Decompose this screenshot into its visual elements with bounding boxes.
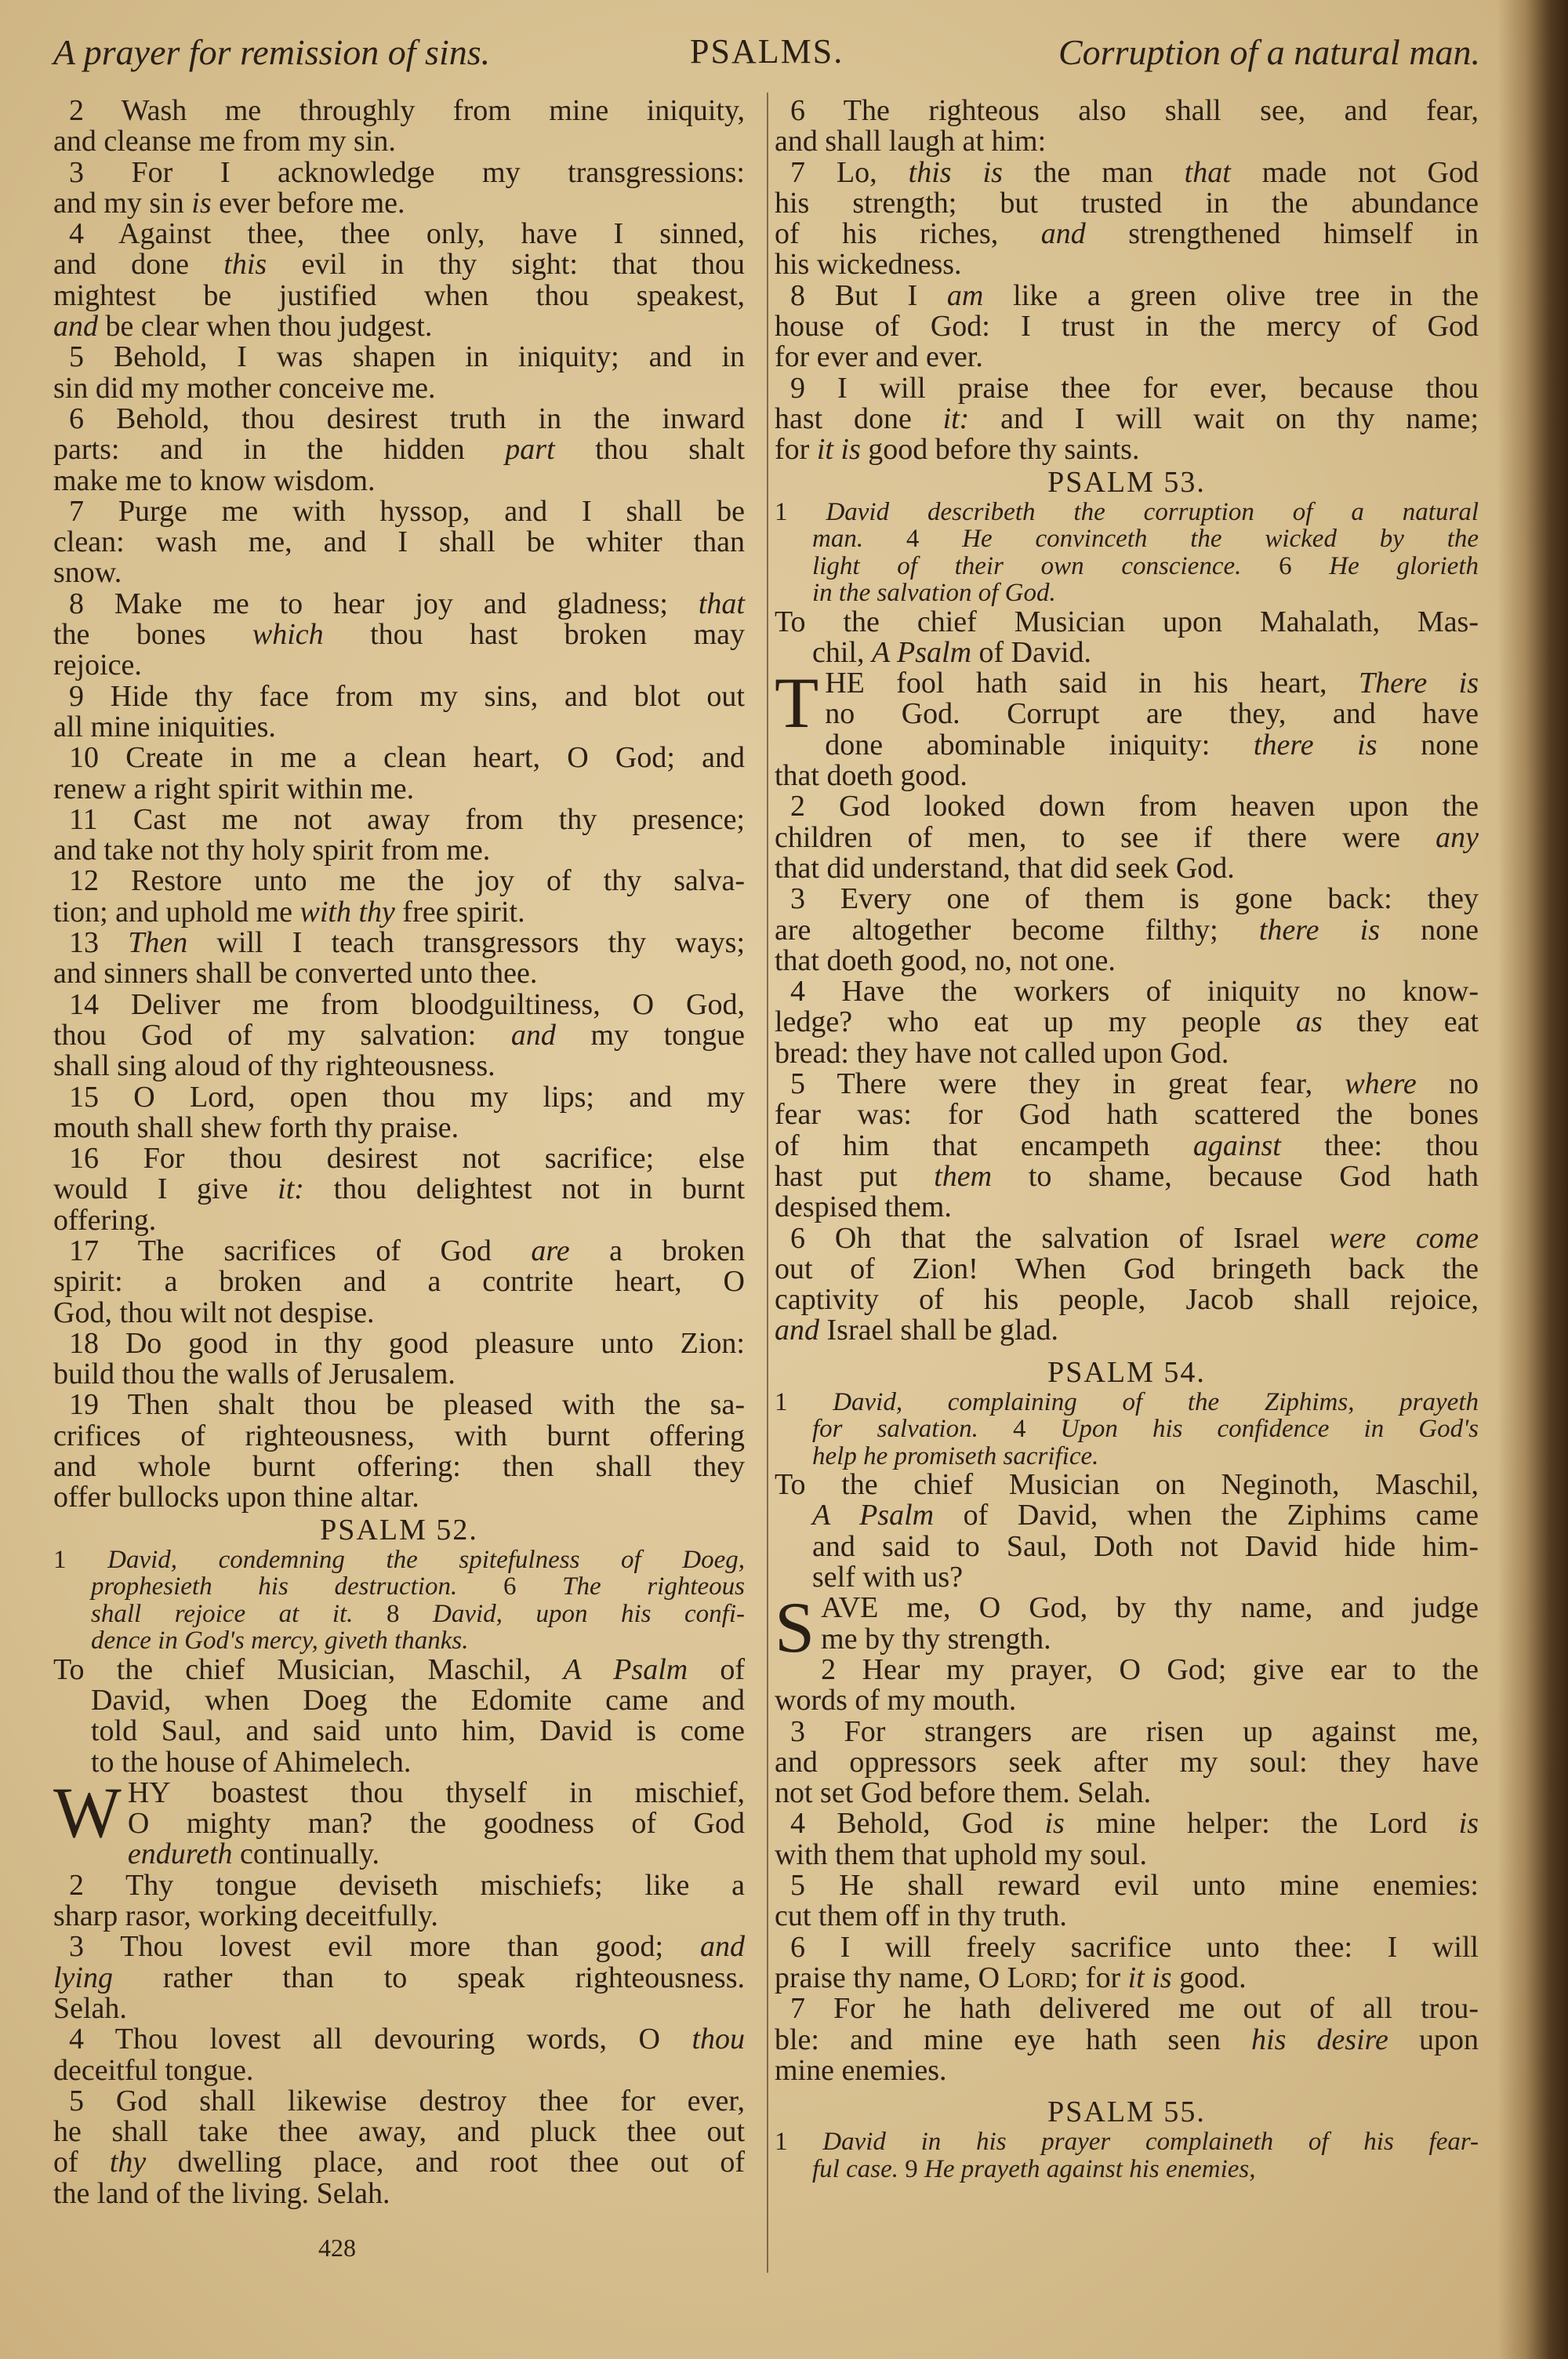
text-line: To the chief Musician, Maschil, A Psalm of [53, 1652, 746, 1686]
text-line: 8 Make me to hear joy and gladness; that [69, 587, 745, 620]
right-column [775, 96, 1479, 2183]
text-line: ble: and mine eye hath seen his desire upon [775, 2023, 1479, 2056]
verse [775, 155, 1479, 282]
verse [53, 1390, 745, 1513]
italic-text: He convinceth the wicked by the [962, 525, 1479, 554]
text-line: 3 For I acknowledge my transgressions: [69, 155, 745, 189]
text-line: 6 Oh that the salvation of Israel were come [790, 1221, 1479, 1255]
text-line: told Saul, and said unto him, David is come [91, 1714, 745, 1748]
text-line: 4 Have the workers of iniquity no know- [790, 975, 1479, 1009]
drop-cap-letter: S [775, 1587, 815, 1668]
verse [53, 1932, 745, 2024]
text-line: and my sin is ever before me. [53, 186, 405, 220]
text-line [775, 2128, 1479, 2156]
text-line: To the chief Musician upon Mahalath, Mas- [775, 605, 1479, 638]
text-line: despised them. [775, 1190, 952, 1224]
psalm-summary [775, 2128, 1479, 2183]
text-line: and be clear when thou judgest. [53, 310, 433, 343]
italic-text: were come [1329, 1221, 1479, 1255]
verse [53, 1870, 745, 1932]
text-line: 5 He shall reward evil unto mine enemies: [790, 1869, 1479, 1903]
text-line [775, 525, 1479, 553]
psalm-heading: PSALM 54. [1047, 1355, 1206, 1389]
italic-text: endureth [127, 1837, 233, 1871]
verse [53, 2086, 745, 2209]
verse [53, 866, 745, 928]
text-line: chil, A Psalm of David. [812, 635, 1092, 669]
text-line: snow. [53, 556, 122, 590]
text-line: that did understand, that did seek God. [775, 851, 1235, 885]
text-line: 6 I will freely sacrifice unto thee: I will [790, 1930, 1479, 1964]
text-line: 5 There were they in great fear, where no [790, 1067, 1479, 1101]
italic-text: prophesieth his destruction. [91, 1572, 458, 1601]
header-right: Corruption of a natural man. [1058, 32, 1480, 72]
italic-text: against [1192, 1129, 1281, 1162]
verse-ref-number: 1 [775, 2128, 788, 2157]
verse [53, 404, 745, 496]
text-line [775, 2156, 1479, 2183]
text-line: for it is good before thy saints. [775, 433, 1140, 467]
text-line: HY boastest thou thyself in mischief, [127, 1776, 745, 1809]
column-divider [767, 93, 768, 2273]
text-line [53, 1627, 745, 1655]
text-line: captivity of his people, Jacob shall rejoice, [775, 1283, 1479, 1317]
text-line: me by thy strength. [821, 1622, 1051, 1656]
text-line: 9 I will praise thee for ever, because thou [790, 371, 1479, 405]
text-line: 2 God looked down from heaven upon the [790, 790, 1479, 823]
verse [53, 679, 745, 743]
psalm-superscription [775, 1470, 1479, 1593]
text-line: build thou the walls of Jerusalem. [53, 1358, 456, 1391]
text-line [775, 553, 1479, 580]
verse-ref-number: 8 [386, 1599, 400, 1628]
italic-text: A Psalm [563, 1652, 688, 1686]
verse [53, 743, 745, 805]
text-line: 13 Then will I teach transgressors thy ways; [69, 926, 746, 960]
text-line: no God. Corrupt are they, and have [825, 697, 1479, 731]
text-line: 14 Deliver me from bloodguiltiness, O God, [69, 987, 745, 1021]
verse [775, 1652, 1479, 1717]
verse [775, 1223, 1479, 1347]
text-line: children of men, to see if there were any [775, 820, 1479, 854]
text-line: would I give it: thou delightest not in burnt [53, 1172, 745, 1206]
italic-text: A Psalm [812, 1499, 935, 1532]
text-line: of his riches, and strengthened himself in [775, 217, 1479, 251]
italic-text: it: [278, 1172, 304, 1206]
text-line: offering. [53, 1203, 157, 1237]
text-line: self with us? [812, 1561, 964, 1594]
text-line: God, thou wilt not despise. [53, 1296, 375, 1329]
text-line: and whole burnt offering: then shall they [53, 1450, 745, 1484]
text-line: offer bullocks upon thine altar. [53, 1481, 419, 1514]
italic-text: is [1458, 1807, 1479, 1841]
text-line: 15 O Lord, open thou my lips; and my [69, 1080, 745, 1114]
verse-ref-number: 1 [775, 1387, 788, 1416]
text-line: he shall take thee away, and pluck thee out [53, 2115, 745, 2149]
italic-text: A Psalm [871, 635, 972, 669]
opening-verse [775, 1587, 1479, 1668]
text-line: bread: they have not called upon God. [775, 1036, 1229, 1070]
italic-text: lying [53, 1961, 113, 1994]
text-line [53, 1573, 745, 1601]
verse [53, 1082, 745, 1144]
verse [775, 96, 1479, 158]
italic-text: shall rejoice at it. [91, 1599, 354, 1628]
italic-text: it: [942, 402, 970, 435]
verse [775, 1714, 1479, 1810]
italic-text: is [191, 186, 212, 220]
verse [53, 928, 745, 990]
psalm-summary [775, 1389, 1479, 1470]
italic-text: in the salvation of God. [812, 579, 1056, 608]
psalm-superscription [775, 607, 1479, 669]
verse [53, 342, 745, 404]
verse-ref-number: 9 [905, 2154, 918, 2183]
italic-text: and [775, 1314, 819, 1347]
drop-cap-letter: T [775, 663, 819, 743]
text-line: parts: and in the hidden part thou shalt [53, 433, 745, 467]
text-line: and cleanse me from my sin. [53, 125, 396, 158]
text-line [53, 1547, 745, 1574]
italic-text: with thy [299, 895, 395, 929]
italic-text: thy [109, 2146, 147, 2179]
text-line: 3 Thou lovest evil more than good; and [69, 1930, 745, 1964]
italic-text: his desire [1251, 2023, 1388, 2056]
text-line: clean: wash me, and I shall be whiter than [53, 525, 745, 559]
text-line: Selah. [53, 1991, 127, 2025]
psalm-summary [53, 1547, 745, 1655]
text-line: shall sing aloud of thy righteousness. [53, 1049, 495, 1083]
text-line: spirit: a broken and a contrite heart, O [53, 1265, 745, 1299]
text-line [775, 1443, 1479, 1470]
italic-text: them [934, 1159, 993, 1193]
italic-text: there is [1258, 913, 1380, 947]
text-line: his wickedness. [775, 248, 962, 282]
verse [53, 987, 745, 1083]
verse [775, 884, 1479, 976]
text-line: 10 Create in me a clean heart, O God; and [69, 741, 745, 775]
text-line: done abominable iniquity: there is none [825, 728, 1479, 761]
text-line: of him that encampeth against thee: thou [775, 1129, 1479, 1162]
verse [53, 589, 745, 682]
text-line [53, 1601, 745, 1628]
verse [53, 96, 745, 158]
text-line: that doeth good, no, not one. [775, 943, 1116, 977]
text-line: and sinners shall be converted unto thee. [53, 957, 538, 990]
verse [53, 2024, 745, 2086]
text-line: are altogether become filthy; there is none [775, 913, 1479, 947]
verse-ref-number: 1 [775, 497, 788, 526]
text-line: for ever and ever. [775, 340, 983, 374]
psalm-heading: PSALM 55. [1047, 2095, 1206, 2129]
verse [53, 1326, 745, 1391]
text-line: 4 Behold, God is mine helper: the Lord is [790, 1807, 1479, 1841]
text-line [775, 1416, 1479, 1443]
header-left: A prayer for remission of sins. [53, 32, 491, 72]
text-line [775, 499, 1479, 526]
text-line: and shall laugh at him: [775, 125, 1047, 158]
verse [775, 791, 1479, 884]
verse [775, 1808, 1479, 1870]
italic-text: this is [908, 155, 1003, 189]
verse [53, 1143, 745, 1236]
text-line: 7 Purge me with hyssop, and I shall be [69, 494, 745, 528]
verse [775, 1932, 1479, 1994]
text-line: to the house of Ahimelech. [91, 1745, 412, 1779]
text-line: 2 Wash me throughly from mine iniquity, [69, 94, 745, 127]
italic-text: David, condemning the spitefulness of Doeg, [107, 1545, 746, 1574]
text-line: tion; and uphold me with thy free spirit. [53, 895, 525, 929]
left-column [53, 96, 745, 2209]
page-number: 428 [318, 2234, 356, 2262]
text-line: 7 For he hath delivered me out of all trou- [790, 1992, 1479, 2026]
text-line: 3 Every one of them is gone back: they [790, 882, 1479, 916]
verse [53, 802, 745, 867]
italic-text: light of their own conscience. [812, 551, 1242, 580]
verse-ref-number: 6 [1279, 551, 1292, 580]
text-line: lying rather than to speak righteousness. [53, 1961, 745, 1994]
verse-ref-number: 4 [1012, 1415, 1026, 1444]
text-line: 3 For strangers are risen up against me, [790, 1714, 1479, 1748]
italic-text: man. [812, 525, 864, 554]
text-line: 2 Thy tongue deviseth mischiefs; like a [69, 1868, 745, 1902]
text-line: and said to Saul, Doth not David hide him- [812, 1529, 1479, 1563]
italic-text: David in his prayer complaineth of his fear- [822, 2128, 1479, 2157]
italic-text: any [1436, 820, 1479, 854]
text-line: A Psalm of David, when the Ziphims came [812, 1499, 1479, 1532]
italic-text: it is [816, 433, 861, 467]
italic-text: for salvation. [812, 1415, 978, 1444]
italic-text: The righteous [562, 1572, 746, 1601]
text-line: 17 The sacrifices of God are a broken [69, 1234, 746, 1267]
italic-text: David, complaining of the Ziphims, prayeth [833, 1387, 1479, 1416]
text-line: David, when Doeg the Edomite came and [91, 1683, 745, 1717]
italic-text: Upon his confidence in God's [1060, 1415, 1479, 1444]
italic-text: are [531, 1234, 570, 1267]
text-line: words of my mouth. [775, 1684, 1017, 1717]
opening-verse [53, 1772, 745, 1871]
text-line: and oppressors seek after my soul: they have [775, 1745, 1479, 1779]
italic-text: and [1040, 217, 1086, 251]
text-line: 5 Behold, I was shapen in iniquity; and in [69, 340, 745, 374]
text-line: 19 Then shalt thou be pleased with the sa- [69, 1388, 745, 1422]
italic-text: David describeth the corruption of a natural [826, 497, 1479, 526]
verse-ref-number: 4 [906, 525, 920, 554]
text-line [775, 580, 1479, 607]
text-line: out of Zion! When God bringeth back the [775, 1252, 1479, 1285]
italic-text: Then [128, 926, 188, 960]
italic-text: ful case. [812, 2154, 898, 2183]
italic-text: He prayeth against his enemies, [924, 2154, 1256, 2183]
small-caps-text: Lord [1007, 1961, 1070, 1994]
text-line: make me to know wisdom. [53, 463, 376, 497]
text-line: of thy dwelling place, and root thee out of [53, 2146, 746, 2179]
italic-text: which [252, 618, 324, 652]
italic-text: and [510, 1018, 556, 1052]
book-gutter-shadow [1497, 0, 1568, 2359]
verse [53, 155, 745, 220]
verse [775, 1069, 1479, 1223]
text-line: hast done it: and I will wait on thy name; [775, 402, 1479, 435]
text-line: thou God of my salvation: and my tongue [53, 1018, 745, 1052]
italic-text: and [53, 310, 98, 343]
text-line: 4 Against thee, thee only, have I sinned, [69, 217, 745, 251]
text-line: ledge? who eat up my people as they eat [775, 1005, 1479, 1039]
text-line: 7 Lo, this is the man that made not God [790, 155, 1479, 189]
text-line: 4 Thou lovest all devouring words, O thou [69, 2023, 745, 2056]
text-line: praise thy name, O Lord; for it is good. [775, 1961, 1247, 1994]
text-line: 16 For thou desirest not sacrifice; else [69, 1142, 745, 1176]
text-line: endureth continually. [127, 1837, 380, 1871]
text-line: To the chief Musician on Neginoth, Maschil, [775, 1468, 1479, 1502]
text-line: his strength; but trusted in the abundance [775, 186, 1479, 220]
psalm-summary [775, 499, 1479, 607]
verse [775, 976, 1479, 1069]
text-line: the bones which thou hast broken may [53, 618, 746, 652]
text-line: and Israel shall be glad. [775, 1314, 1058, 1347]
italic-text: as [1296, 1005, 1323, 1039]
psalm-heading: PSALM 53. [1047, 465, 1206, 499]
verse [775, 373, 1479, 466]
italic-text: am [946, 278, 984, 312]
text-line: house of God: I trust in the mercy of God [775, 310, 1479, 343]
italic-text: that [698, 587, 745, 620]
text-line: sin did my mother conceive me. [53, 371, 436, 405]
text-line: 6 The righteous also shall see, and fear, [790, 94, 1479, 127]
psalm-superscription [53, 1652, 746, 1779]
italic-text: and [700, 1930, 745, 1964]
text-line: 11 Cast me not away from thy presence; [69, 802, 745, 836]
italic-text: part [505, 433, 555, 467]
text-line: mine enemies. [775, 2053, 947, 2087]
italic-text: where [1345, 1067, 1417, 1101]
text-line [775, 1389, 1479, 1416]
italic-text: there is [1253, 728, 1377, 761]
text-line: deceitful tongue. [53, 2053, 254, 2087]
text-line: renew a right spirit within me. [53, 772, 415, 805]
italic-text: that [1184, 155, 1231, 189]
text-line: the land of the living. Selah. [53, 2176, 390, 2210]
running-header [0, 31, 1513, 86]
text-line: with them that uphold my soul. [775, 1837, 1147, 1871]
italic-text: David, upon his confi- [433, 1599, 746, 1628]
italic-text: He glorieth [1329, 551, 1479, 580]
text-line: all mine iniquities. [53, 710, 276, 743]
text-line: rejoice. [53, 649, 142, 682]
text-line: and take not thy holy spirit from me. [53, 834, 491, 867]
italic-text: thou [691, 2023, 745, 2056]
text-line: AVE me, O God, by thy name, and judge [821, 1591, 1479, 1625]
italic-text: is [1044, 1807, 1065, 1841]
italic-text: There is [1358, 667, 1479, 700]
text-line: O mighty man? the goodness of God [127, 1807, 745, 1841]
text-line: crifices of righteousness, with burnt offering [53, 1419, 745, 1452]
verse [775, 278, 1479, 374]
text-line: that doeth good. [775, 759, 967, 793]
verse [53, 1236, 745, 1329]
text-line: mightest be justified when thou speakest, [53, 278, 745, 312]
verse [775, 1870, 1479, 1932]
text-line: hast put them to shame, because God hath [775, 1159, 1479, 1193]
text-line: 12 Restore unto me the joy of thy salva- [69, 864, 745, 898]
verse [53, 219, 745, 342]
verse [775, 1994, 1479, 2086]
header-book-title: PSALMS. [690, 32, 844, 71]
text-line: fear was: for God hath scattered the bones [775, 1098, 1479, 1132]
text-line: 5 God shall likewise destroy thee for ever, [69, 2084, 745, 2117]
text-line: not set God before them. Selah. [775, 1776, 1152, 1810]
text-line: 18 Do good in thy good pleasure unto Zion: [69, 1326, 745, 1360]
italic-text: help he promiseth sacrifice. [812, 1441, 1099, 1470]
text-line: 6 Behold, thou desirest truth in the inward [69, 402, 745, 435]
opening-verse [775, 663, 1479, 793]
italic-text: this [223, 248, 267, 282]
verse-ref-number: 1 [53, 1545, 67, 1574]
text-line: sharp rasor, working deceitfully. [53, 1899, 438, 1933]
text-line: 8 But I am like a green olive tree in the [790, 278, 1479, 312]
drop-cap-letter: W [53, 1772, 122, 1852]
text-line: and done this evil in thy sight: that thou [53, 248, 745, 282]
text-line: cut them off in thy truth. [775, 1899, 1067, 1933]
verse [53, 496, 745, 589]
verse-ref-number: 6 [503, 1572, 517, 1601]
psalm-heading: PSALM 52. [320, 1513, 478, 1547]
text-line: HE fool hath said in his heart, There is [825, 667, 1479, 700]
text-line: mouth shall shew forth thy praise. [53, 1110, 459, 1144]
text-line: 9 Hide thy face from my sins, and blot out [69, 679, 745, 713]
text-line: 2 Hear my prayer, O God; give ear to the [821, 1652, 1479, 1686]
italic-text: dence in God's mercy, giveth thanks. [91, 1627, 469, 1656]
italic-text: it is [1127, 1961, 1172, 1994]
